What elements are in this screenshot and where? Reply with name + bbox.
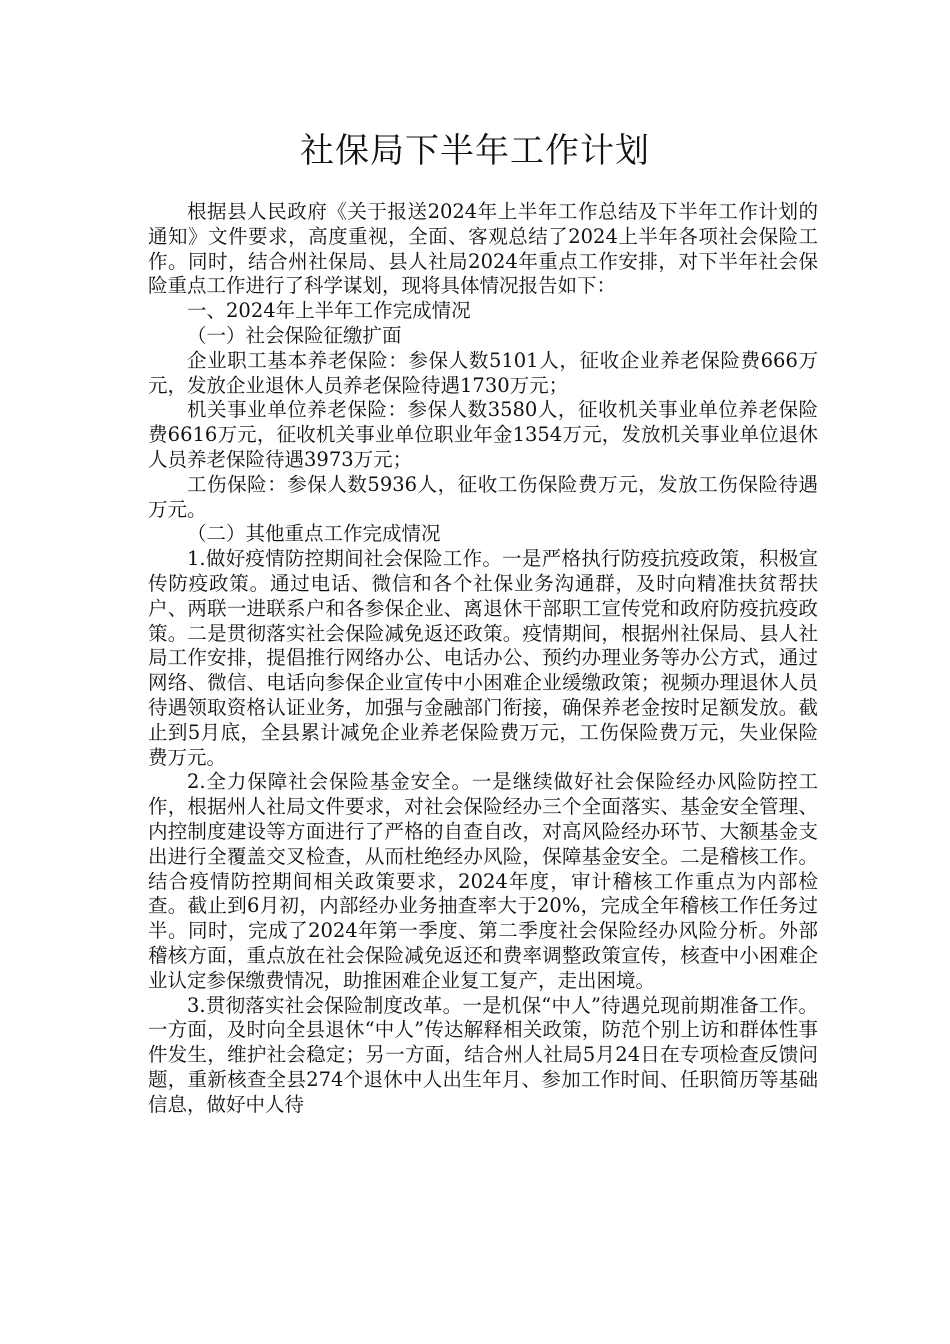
subsection-heading-2: （二）其他重点工作完成情况 — [187, 522, 441, 546]
paragraph-item-1: 1.做好疫情防控期间社会保险工作。一是严格执行防疫抗疫政策，积极宣传防疫政策。通过电话、微信和各个社保业务沟通群，及时向精准扶贫帮扶户、两联一进联系户和各参保企业、离退休干部职工宣传党和政府防疫抗疫政策。二是贯彻落实社会保险减免返还政策。疫情期间，根据州社保局、县人社局工作安排，提倡推行网络办公、电话办公、预约办理业务等办公方式，通过网络、微信、电话向参保企业宣传中小困难企业缓缴政策；视频办理退休人员待遇领取资格认证业务，加强与金融部门衔接，确保养老金按时足额发放。截止到5月底，全县累计减免企业养老保险费万元，工伤保险费万元，失业保险费万元。 — [148, 547, 818, 769]
paragraph-injury-insurance: 工伤保险：参保人数5936人，征收工伤保险费万元，发放工伤保险待遇万元。 — [148, 472, 818, 521]
paragraph-item-2: 2.全力保障社会保险基金安全。一是继续做好社会保险经办风险防控工作，根据州人社局文件要求，对社会保险经办三个全面落实、基金安全管理、内控制度建设等方面进行了严格的自查自改，对高风险经办环节、大额基金支出进行全覆盖交叉检查，从而杜绝经办风险，保障基金安全。二是稽核工作。结合疫情防控期间相关政策要求，2024年度，审计稽核工作重点为内部检查。截止到6月初，内部经办业务抽查率大于20%，完成全年稽核工作任务过半。同时，完成了2024年第一季度、第二季度社会保险经办风险分析。外部稽核方面，重点放在社会保险减免返还和费率调整政策宣传，核查中小困难企业认定参保缴费情况，助推困难企业复工复产，走出困境。 — [148, 770, 818, 992]
subsection-heading-1: （一）社会保险征缴扩面 — [187, 323, 402, 347]
paragraph-enterprise-pension: 企业职工基本养老保险：参保人数5101人，征收企业养老保险费666万元，发放企业退休人员养老保险待遇1730万元； — [148, 348, 818, 397]
document-body — [148, 200, 818, 1117]
paragraph-intro: 根据县人民政府《关于报送2024年上半年工作总结及下半年工作计划的通知》文件要求，高度重视，全面、客观总结了2024上半年各项社会保险工作。同时，结合州社保局、县人社局2024年重点工作安排，对下半年社会保险重点工作进行了科学谋划，现将具体情况报告如下： — [148, 200, 818, 298]
document-title: 社保局下半年工作计划 — [300, 131, 650, 171]
paragraph-institution-pension: 机关事业单位养老保险：参保人数3580人，征收机关事业单位养老保险费6616万元，征收机关事业单位职业年金1354万元，发放机关事业单位退休人员养老保险待遇3973万元； — [148, 398, 818, 471]
paragraph-item-3: 3.贯彻落实社会保险制度改革。一是机保“中人”待遇兑现前期准备工作。一方面，及时向全县退休“中人”传达解释相关政策，防范个别上访和群体性事件发生，维护社会稳定；另一方面，结合州人社局5月24日在专项检查反馈问题，重新核查全县274个退休中人出生年月、参加工作时间、任职简历等基础信息，做好中人待 — [148, 993, 818, 1116]
section-heading-1: 一、2024年上半年工作完成情况 — [187, 299, 471, 323]
